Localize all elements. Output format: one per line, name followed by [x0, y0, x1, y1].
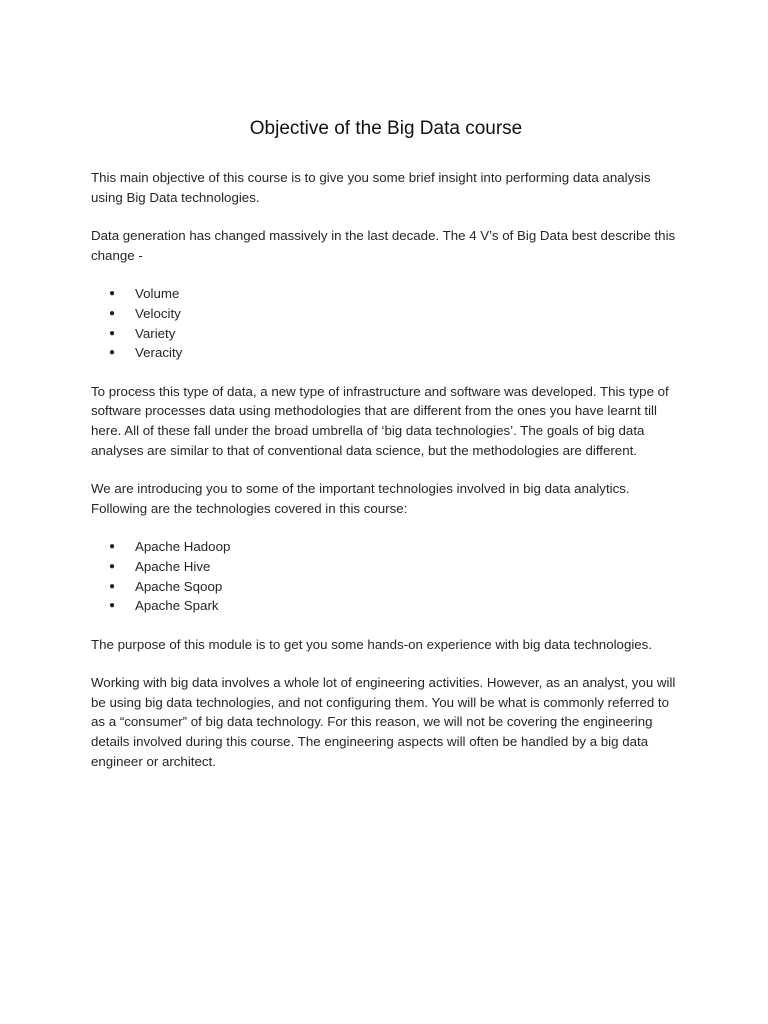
- bullet-icon: ●: [109, 347, 116, 359]
- list-item-volume: [109, 284, 681, 304]
- list-item-label: Velocity: [135, 305, 181, 321]
- four-vs-list: [91, 284, 681, 362]
- list-item-veracity: [109, 343, 681, 363]
- technologies-list: [91, 537, 681, 615]
- introducing-paragraph: We are introducing you to some of the important technologies involved in big data analytics. Following are the technologies covered in this course:: [91, 481, 630, 516]
- list-item-label: Apache Spark: [135, 598, 219, 614]
- list-item-variety: [109, 324, 681, 344]
- working-paragraph: Working with big data involves a whole lot of engineering activities. However, as an analyst, you will be using big data technologies, and not configuring them. You will be what is commonly referred to as a “consumer” of big data technology. For this reason, we will not be covering the engineering details involved during this course. The engineering aspects will often be handled by a big data engineer or architect.: [91, 675, 676, 769]
- list-item-velocity: [109, 304, 681, 324]
- purpose-paragraph: The purpose of this module is to get you some hands-on experience with big data technologies.: [91, 636, 653, 652]
- bullet-icon: ●: [109, 580, 116, 592]
- list-item-apache-hadoop: [109, 537, 681, 557]
- list-item-label: Veracity: [135, 345, 183, 361]
- bullet-icon: ●: [109, 600, 116, 612]
- list-item-apache-spark: [109, 596, 681, 616]
- infrastructure-paragraph: To process this type of data, a new type of infrastructure and software was developed. This type of software processes data using methodologies that are different from the ones you have learnt till here. All of these fall under the broad umbrella of ‘big data technologies’. The goals of big data analyses are similar to that of conventional data science, but the methodologies are different.: [91, 383, 669, 458]
- list-item-label: Apache Sqoop: [135, 578, 223, 594]
- change-paragraph: Data generation has changed massively in the last decade. The 4 V’s of Big Data best describe this change -: [91, 228, 676, 263]
- list-item-label: Variety: [135, 325, 176, 341]
- document-title: Objective of the Big Data course: [249, 118, 523, 139]
- document-body: [91, 117, 681, 790]
- bullet-icon: ●: [109, 327, 116, 339]
- bullet-icon: ●: [109, 560, 116, 572]
- list-item-apache-hive: [109, 557, 681, 577]
- list-item-apache-sqoop: [109, 577, 681, 597]
- bullet-icon: ●: [109, 307, 116, 319]
- bullet-icon: ●: [109, 288, 116, 300]
- list-item-label: Apache Hive: [135, 558, 211, 574]
- intro-paragraph: This main objective of this course is to give you some brief insight into performing data analysis using Big Data technologies.: [91, 170, 651, 205]
- bullet-icon: ●: [109, 541, 116, 553]
- list-item-label: Apache Hadoop: [135, 539, 231, 555]
- list-item-label: Volume: [135, 286, 180, 302]
